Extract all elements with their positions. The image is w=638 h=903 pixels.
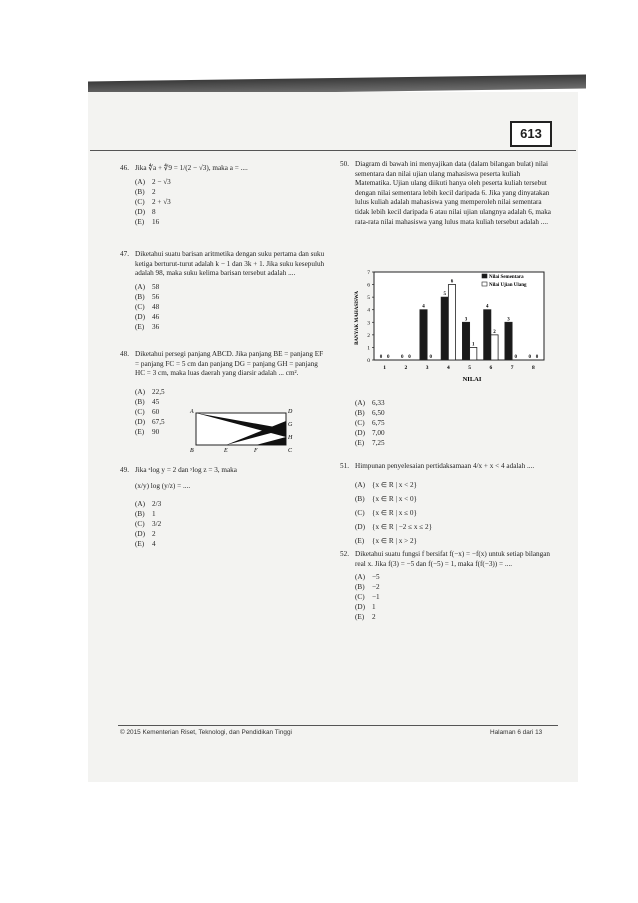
label-b: B xyxy=(190,448,194,454)
data-label: 0 xyxy=(408,355,411,360)
data-label: 0 xyxy=(514,355,517,360)
option[interactable] xyxy=(355,478,552,492)
data-label: 6 xyxy=(450,279,454,285)
question-50-options xyxy=(355,398,435,448)
option-text: 45 xyxy=(152,397,160,406)
option-text: 3/2 xyxy=(152,520,162,529)
option-letter: (C) xyxy=(135,520,145,529)
question-number: 51. xyxy=(340,462,349,470)
option-letter: (A) xyxy=(355,573,365,582)
label-a: A xyxy=(190,409,194,415)
option[interactable] xyxy=(135,539,325,549)
data-label: 0 xyxy=(528,355,532,360)
bar-nilai-ujian-ulang xyxy=(448,285,455,360)
option[interactable] xyxy=(135,292,325,302)
data-label: 2 xyxy=(493,329,496,335)
question-stem: Diagram di bawah ini menyajikan data (dalam bilangan bulat) nilai sementara dan nilai ujian ulang mahasiswa peserta kuliah Matematika. Ujian ulang diikuti hanya oleh peserta kuliah tersebut dengan nilai sementara lebih kecil daripada 6. Jika yang dinyatakan lulus kuliah adalah mahasiswa yang memperoleh nilai sementara tidak lebih kecil daripada 6 atau nilai ujian ulangnya adalah 6, maka rata-rata nilai mahasiswa yang lulus mata kuliah tersebut adalah .... xyxy=(355,160,551,226)
option-letter: (D) xyxy=(135,207,145,216)
x-tick-label: 6 xyxy=(489,365,493,371)
data-label: 0 xyxy=(401,355,404,360)
y-tick-label: 6 xyxy=(367,282,370,289)
question-51 xyxy=(340,462,552,548)
option-letter: (A) xyxy=(135,387,145,396)
label-f: F xyxy=(254,448,258,454)
option-text: 46 xyxy=(152,312,160,321)
question-50 xyxy=(340,160,552,227)
option-text: 22,5 xyxy=(152,387,165,396)
option-text: 2 − √3 xyxy=(152,177,171,186)
data-label: 4 xyxy=(422,304,425,310)
question-46 xyxy=(120,164,325,227)
options-list xyxy=(355,572,552,622)
option-text: 2 xyxy=(152,187,156,196)
option-text: 6,75 xyxy=(372,419,385,427)
data-label: 3 xyxy=(507,317,510,323)
legend-label: Nilai Sementara xyxy=(489,275,524,280)
data-label: 0 xyxy=(386,355,390,360)
option-letter: (A) xyxy=(135,282,145,291)
options-list xyxy=(135,499,325,549)
question-number: 48. xyxy=(120,350,129,358)
header-rule xyxy=(90,150,576,151)
option[interactable] xyxy=(135,197,325,207)
y-tick-label: 1 xyxy=(367,345,370,352)
option[interactable] xyxy=(355,438,435,448)
data-label: 4 xyxy=(486,304,489,310)
option-text: 56 xyxy=(152,292,160,301)
option[interactable] xyxy=(355,572,552,582)
option[interactable] xyxy=(355,582,552,592)
option-text: −5 xyxy=(372,573,380,582)
chart-ylabel: BANYAK MAHASISWA xyxy=(355,291,360,345)
option[interactable] xyxy=(135,207,325,217)
option-text: 2 xyxy=(372,613,376,622)
option-letter: (A) xyxy=(355,399,365,407)
label-d: D xyxy=(288,409,293,415)
option[interactable] xyxy=(355,520,552,534)
option-text: {x ∈ R | x ≤ 0} xyxy=(372,508,417,517)
option[interactable] xyxy=(135,302,325,312)
option-letter: (A) xyxy=(135,177,145,186)
y-tick-label: 0 xyxy=(367,358,370,364)
option-letter: (B) xyxy=(355,409,365,417)
option-text: 2 xyxy=(152,530,156,539)
footer-rule xyxy=(118,725,558,726)
question-number: 47. xyxy=(120,250,129,258)
y-tick-label: 7 xyxy=(367,270,370,276)
y-tick-label: 4 xyxy=(367,307,370,314)
question-number: 46. xyxy=(120,164,129,172)
option[interactable] xyxy=(135,187,325,197)
option-letter: (D) xyxy=(135,312,145,321)
option-text: {x ∈ R | x > 2} xyxy=(372,536,418,545)
option-text: 48 xyxy=(152,302,160,311)
option[interactable] xyxy=(355,506,552,520)
legend-swatch xyxy=(482,274,487,278)
question-number: 49. xyxy=(120,466,129,474)
option-text: 36 xyxy=(152,322,160,331)
log-expression: (x/y) log (y/z) = .... xyxy=(135,481,191,490)
option-letter: (D) xyxy=(355,429,365,437)
option-letter: (B) xyxy=(355,494,365,503)
option[interactable] xyxy=(135,217,325,227)
option-text: −1 xyxy=(372,593,380,602)
option-letter: (B) xyxy=(355,583,365,592)
y-tick-label: 2 xyxy=(367,332,370,339)
option[interactable] xyxy=(135,282,325,292)
option[interactable] xyxy=(135,529,325,539)
footer-copyright: © 2015 Kementerian Riset, Teknologi, dan Pendidikan Tinggi xyxy=(120,729,292,736)
option-letter: (B) xyxy=(135,187,145,196)
option[interactable] xyxy=(355,408,435,418)
options-list xyxy=(355,478,552,548)
option-text: 6,50 xyxy=(372,409,385,417)
x-tick-label: 4 xyxy=(447,365,450,371)
option-text: 60 xyxy=(152,407,160,416)
x-tick-label: 3 xyxy=(425,365,429,371)
option-letter: (C) xyxy=(355,419,365,427)
option[interactable] xyxy=(135,322,325,332)
option-letter: (C) xyxy=(135,197,145,206)
option-letter: (D) xyxy=(135,417,145,426)
data-label: 1 xyxy=(471,342,475,348)
x-tick-label: 1 xyxy=(383,365,386,371)
data-label: 0 xyxy=(535,355,539,360)
option-letter: (C) xyxy=(355,593,365,602)
question-number: 50. xyxy=(340,160,349,168)
bar-nilai-sementara xyxy=(462,322,469,360)
question-49 xyxy=(120,466,325,549)
option-letter: (E) xyxy=(135,427,145,436)
option[interactable] xyxy=(135,312,325,322)
label-g: G xyxy=(288,422,293,428)
option[interactable] xyxy=(135,499,325,509)
rectangle-abcd-figure xyxy=(188,405,298,455)
data-label: 0 xyxy=(429,355,432,360)
y-tick-label: 5 xyxy=(367,295,370,302)
option[interactable] xyxy=(355,428,435,438)
legend-swatch xyxy=(482,282,487,286)
option-letter: (D) xyxy=(355,603,365,612)
option[interactable] xyxy=(355,592,552,602)
option-text: 90 xyxy=(152,427,160,436)
option-text: 2/3 xyxy=(152,500,162,509)
label-h: H xyxy=(288,435,293,441)
bar-chart xyxy=(352,268,552,384)
label-e: E xyxy=(224,448,228,454)
option-text: 8 xyxy=(152,207,156,216)
option-text: 6,33 xyxy=(372,399,385,407)
option-text: 4 xyxy=(152,540,156,549)
option-text: {x ∈ R | x < 2} xyxy=(372,480,418,489)
option-text: 1 xyxy=(372,603,376,612)
footer-page-number: Halaman 6 dari 13 xyxy=(490,729,543,736)
option-text: 67,5 xyxy=(152,417,165,426)
options-list xyxy=(135,177,325,227)
option-letter: (A) xyxy=(355,480,365,489)
x-tick-label: 7 xyxy=(510,365,514,371)
data-label: 0 xyxy=(379,355,383,360)
data-label: 5 xyxy=(443,292,447,298)
question-stem: Himpunan penyelesaian pertidaksamaan 4/x + x < 4 adalah .... xyxy=(355,462,535,470)
question-stem: Jika ˣlog y = 2 dan ʸlog z = 3, maka xyxy=(135,466,237,474)
option-letter: (E) xyxy=(355,439,365,447)
question-stem: Diketahui persegi panjang ABCD. Jika panjang BE = panjang EF = panjang FC = 5 cm dan panjang DG = panjang GH = panjang HC = 3 cm, maka luas daerah yang diarsir adalah ... cm². xyxy=(135,350,324,378)
option-letter: (B) xyxy=(135,510,145,519)
option[interactable] xyxy=(355,612,552,622)
option[interactable] xyxy=(355,398,435,408)
question-stem: Diketahui suatu barisan aritmetika dengan suku pertama dan suku ketiga berturut-turut adalah k − 1 dan 3k + 1. Jika suku kesepuluh adalah 98, maka suku kelima barisan tersebut adalah .... xyxy=(135,250,325,278)
option-letter: (E) xyxy=(135,540,145,549)
option-text: 58 xyxy=(152,282,160,291)
x-tick-label: 8 xyxy=(532,365,535,371)
option-letter: (D) xyxy=(355,522,365,531)
option-letter: (E) xyxy=(355,613,365,622)
x-tick-label: 5 xyxy=(468,365,471,371)
option[interactable] xyxy=(135,519,325,529)
bar-nilai-ujian-ulang xyxy=(491,335,498,360)
x-tick-label: 2 xyxy=(404,365,408,371)
option[interactable] xyxy=(135,387,325,397)
y-tick-label: 3 xyxy=(367,320,370,327)
option[interactable] xyxy=(135,509,325,519)
option[interactable] xyxy=(135,177,325,187)
option-letter: (C) xyxy=(135,407,145,416)
chart-xlabel: NILAI xyxy=(462,376,482,383)
question-number: 52. xyxy=(340,550,349,558)
option-text: 2 + √3 xyxy=(152,197,171,206)
option-text: 16 xyxy=(152,217,160,226)
legend-label: Nilai Ujian Ulang xyxy=(489,283,527,288)
option-letter: (E) xyxy=(135,217,145,226)
option-letter: (B) xyxy=(135,292,145,301)
question-52 xyxy=(340,550,552,622)
option-letter: (C) xyxy=(135,302,145,311)
option-text: 7,00 xyxy=(372,429,385,437)
option-text: {x ∈ R | x < 0} xyxy=(372,494,418,503)
option-letter: (B) xyxy=(135,397,145,406)
question-stem: Diketahui suatu fungsi f bersifat f(−x) = −f(x) untuk setiap bilangan real x. Jika f(3) = −5 dan f(−5) = 1, maka f(f(−3)) = .... xyxy=(355,550,550,568)
option[interactable] xyxy=(355,534,552,548)
page-code-box: 613 xyxy=(510,121,552,147)
bar-nilai-ujian-ulang xyxy=(470,347,477,360)
option[interactable] xyxy=(355,418,435,428)
question-stem: Jika ∜a + ∜9 = 1/(2 − √3), maka a = .... xyxy=(135,164,248,172)
label-c: C xyxy=(288,448,293,454)
option-letter: (E) xyxy=(135,322,145,331)
bar-nilai-sementara xyxy=(420,310,427,360)
bar-nilai-sementara xyxy=(505,322,512,360)
data-label: 3 xyxy=(464,317,468,323)
option-text: 7,25 xyxy=(372,439,385,447)
option-letter: (E) xyxy=(355,536,365,545)
option[interactable] xyxy=(355,492,552,506)
option-text: 1 xyxy=(152,510,156,519)
bar-nilai-sementara xyxy=(484,310,491,360)
option[interactable] xyxy=(355,602,552,612)
options-list xyxy=(135,282,325,332)
option-text: −2 xyxy=(372,583,380,592)
question-47 xyxy=(120,250,325,332)
option-letter: (A) xyxy=(135,500,145,509)
option-letter: (D) xyxy=(135,530,145,539)
option-letter: (C) xyxy=(355,508,365,517)
option-text: {x ∈ R | −2 ≤ x ≤ 2} xyxy=(372,522,433,531)
bar-nilai-sementara xyxy=(441,297,448,360)
